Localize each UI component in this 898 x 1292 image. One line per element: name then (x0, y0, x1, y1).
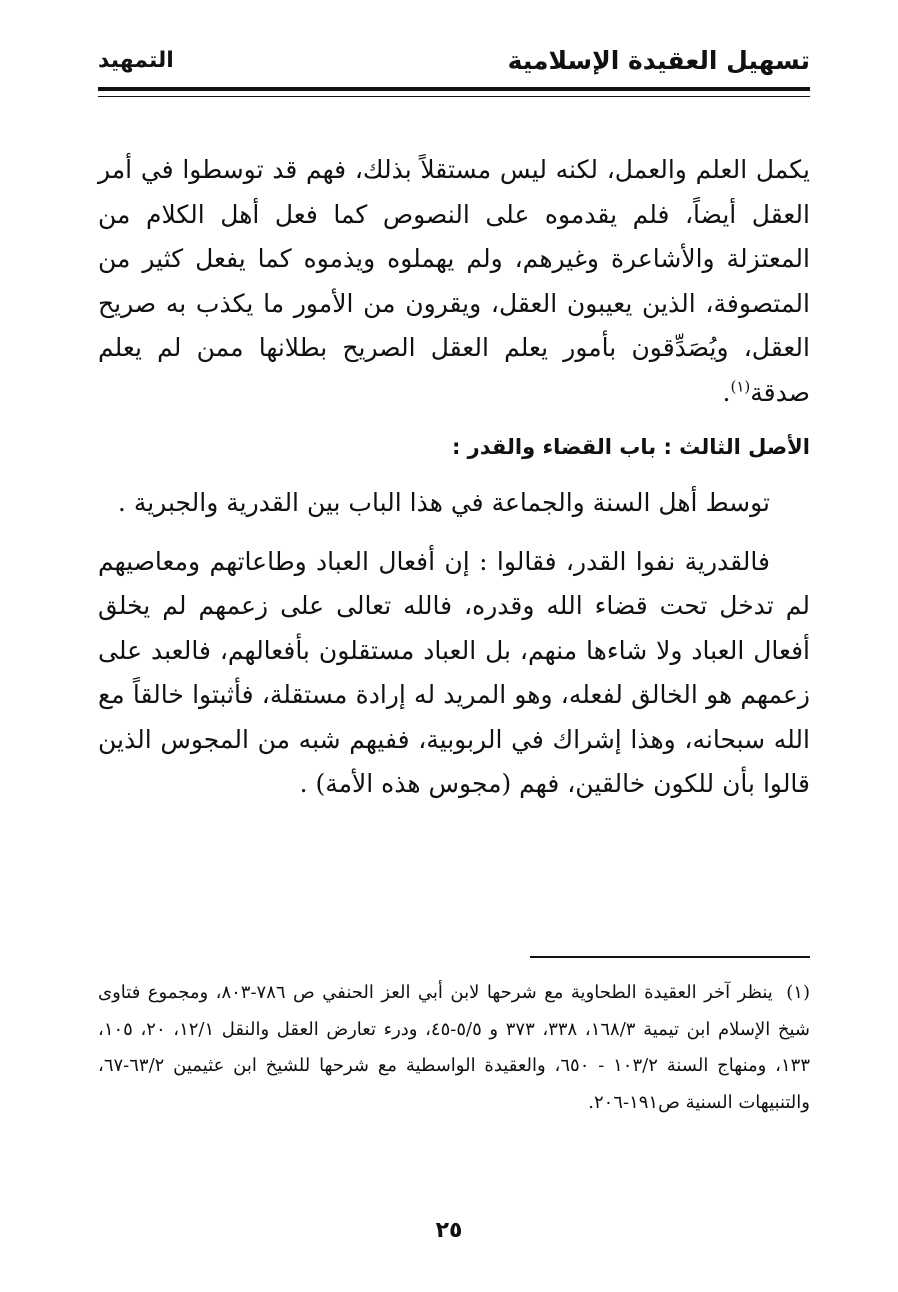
paragraph: توسط أهل السنة والجماعة في هذا الباب بين القدرية والجبرية . (117, 488, 770, 517)
footnote-reference: (١) (730, 377, 751, 396)
section-title: التمهيد (98, 48, 174, 73)
footnote (98, 975, 810, 1121)
footnote-text: ينظر آخر العقيدة الطحاوية مع شرحها لابن أبي العز الحنفي ص ٧٨٦-٨٠٣، ومجموع فتاوى شيخ الإسلام ابن تيمية ١٦٨/٣، ٣٣٨، ٣٧٣ و ٥/٥-٤٥، ودرء تعارض العقل والنقل ١٢/١، ٢٠، ١٠٥، ١٣٣، ومنهاج السنة ١٠٣/٢ - ٦٥٠، والعقيدة الواسطية مع شرحها للشيخ ابن عثيمين ٦٣/٢-٦٧، والتنبيهات السنية ص١٩١-٢٠٦. (98, 982, 811, 1113)
footnote-separator (530, 956, 810, 958)
header-rule-thick (98, 87, 810, 91)
main-text (98, 148, 810, 807)
paragraph: فالقدرية نفوا القدر، فقالوا : إن أفعال العباد وطاعاتهم ومعاصيهم لم تدخل تحت قضاء الله وقدره، فالله تعالى على زعمهم لم يخلق أفعال العباد ولا شاءها منهم، بل العباد مستقلون بأفعالهم، فالعبد على زعمهم هو الخالق لفعله، وهو المريد له إرادة مستقلة، فأثبتوا خالقاً مع الله سبحانه، وهذا إشراك في الربوبية، ففيهم شبه من المجوس الذين قالوا بأن للكون خالقين، فهم (مجوس هذه الأمة) . (98, 546, 810, 798)
header-rule-thin (98, 96, 810, 97)
paragraph-end: . (722, 377, 731, 407)
paragraph-text: يكمل العلم والعمل، لكنه ليس مستقلاً بذلك، فهم قد توسطوا في أمر العقل أيضاً، فلم يقدموه على النصوص كما فعل أهل الكلام من المعتزلة والأشاعرة وغيرهم، ولم يهملوه ويذموه كما يفعل كثير من المتصوفة، الذين يعيبون العقل، ويقرون من الأمور ما يكذب به صريح العقل، ويُصَدِّقون بأمور يعلم العقل الصريح بطلانها ممن لم يعلم صدقة (98, 155, 810, 407)
page-number: ٢٥ (435, 1218, 463, 1243)
book-title: تسهيل العقيدة الإسلامية (507, 46, 810, 75)
paragraph (98, 148, 810, 415)
running-header (98, 42, 810, 86)
footnote-marker: (١) (786, 982, 810, 1003)
section-heading: الأصل الثالث : باب القضاء والقدر : (451, 435, 810, 459)
